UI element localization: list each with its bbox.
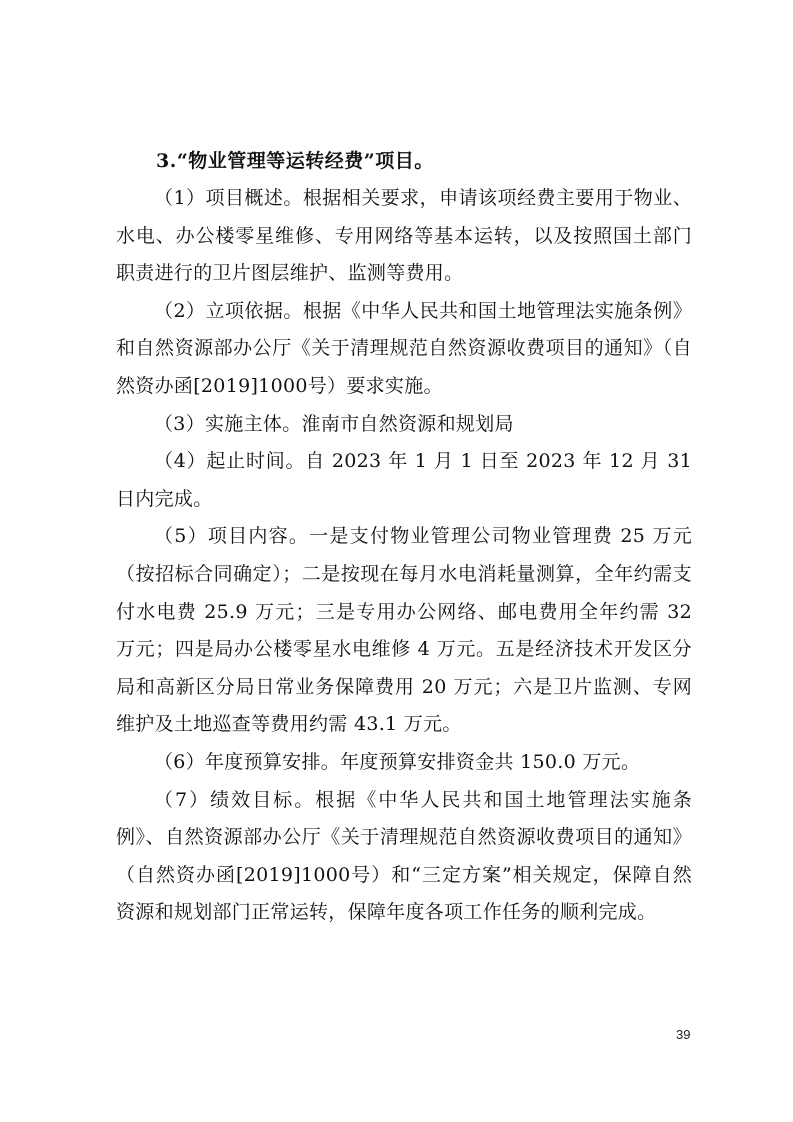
paragraph-content: （5）项目内容。一是支付物业管理公司物业管理费 25 万元（按招标合同确定）；二是按现在每月水电消耗量测算，全年约需支付水电费 25.9 万元；三是专用办公网络、邮电费用全年约需 32 万元；四是局办公楼零星水电维修 4 万元。五是经济技术开发区分局和高新区分局日常业务保障费用 20 万元；六是卫片监测、专网维护及土地巡查等费用约需 43.1 万元。 bbox=[116, 525, 692, 736]
document-body bbox=[116, 142, 692, 932]
paragraph-timeframe: （4）起止时间。自 2023 年 1 月 1 日至 2023 年 12 月 31 日内完成。 bbox=[116, 450, 692, 510]
paragraph-executor: （3）实施主体。淮南市自然资源和规划局 bbox=[154, 412, 514, 435]
paragraph-budget: （6）年度预算安排。年度预算安排资金共 150.0 万元。 bbox=[154, 750, 641, 773]
section-heading: 3.“物业管理等运转经费”项目。 bbox=[156, 150, 434, 172]
paragraph-basis: （2）立项依据。根据《中华人民共和国土地管理法实施条例》和自然资源部办公厅《关于清理规范自然资源收费项目的通知》（自然资办函[2019]1000号）要求实施。 bbox=[116, 299, 692, 397]
paragraph-goals: （7）绩效目标。根据《中华人民共和国土地管理法实施条例》、自然资源部办公厅《关于清理规范自然资源收费项目的通知》（自然资办函[2019]1000号）和“三定方案”相关规定，保障自然资源和规划部门正常运转，保障年度各项工作任务的顺利完成。 bbox=[116, 788, 692, 924]
paragraph-overview: （1）项目概述。根据相关要求，申请该项经费主要用于物业、水电、办公楼零星维修、专用网络等基本运转，以及按照国土部门职责进行的卫片图层维护、监测等费用。 bbox=[116, 187, 692, 285]
page-number: 39 bbox=[676, 1027, 691, 1042]
